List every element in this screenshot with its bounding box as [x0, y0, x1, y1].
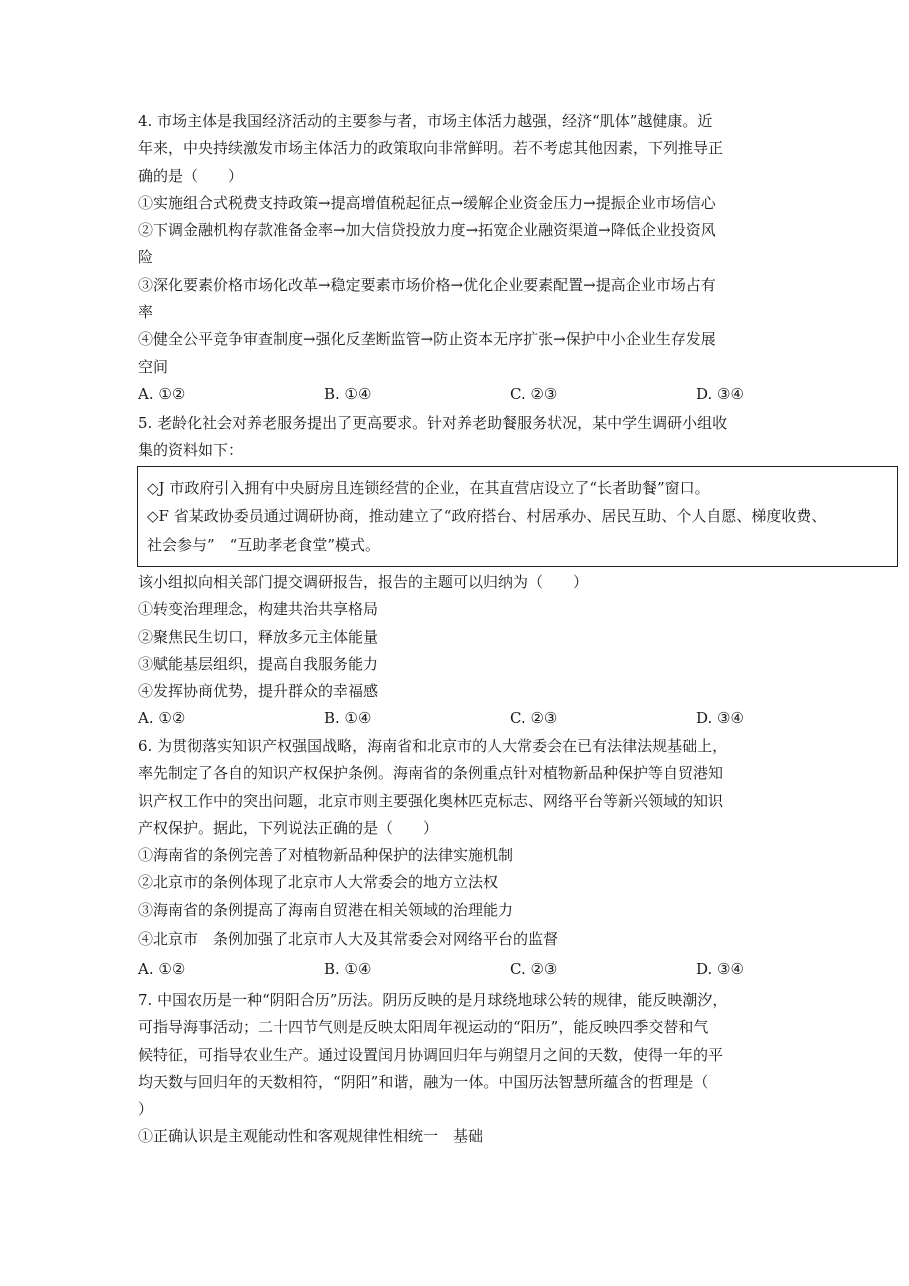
q5-item: ③赋能基层组织，提高自我服务能力 — [138, 654, 379, 673]
q7-stem-line: 7. 中国农历是一种“阴阳合历”历法。阴历反映的是月球绕地球公转的规律，能反映潮汐， — [138, 991, 728, 1009]
q4-stem-line: 4. 市场主体是我国经济活动的主要参与者，市场主体活力越强，经济“肌体”越健康。近 — [138, 112, 713, 130]
q6-item: ①海南省的条例完善了对植物新品种保护的法律实施机制 — [138, 846, 514, 865]
q6-item: ②北京市的条例体现了北京市人大常委会的地方立法权 — [138, 873, 499, 892]
q4-item: ③深化要素价格市场化改革→稳定要素市场价格→优化企业要素配置→提高企业市场占有 — [138, 275, 716, 294]
q4-options — [138, 381, 778, 408]
q5-option-b: B. ①④ — [324, 709, 372, 728]
q6-options — [138, 956, 778, 983]
q4-option-b: B. ①④ — [324, 384, 372, 403]
q5-stem-line: 5. 老龄化社会对养老服务提出了更高要求。针对养老助餐服务状况，某中学生调研小组收 — [138, 414, 728, 432]
q6-item: ③海南省的条例提高了海南自贸港在相关领域的治理能力 — [138, 900, 514, 919]
q4-option-d: D. ③④ — [696, 384, 744, 403]
q5-material-line: ◇J 市政府引入拥有中央厨房且连锁经营的企业，在其直营店设立了“长者助餐”窗口。 — [147, 479, 710, 497]
q5-material-line: 社会参与” “互助孝老食堂”模式。 — [147, 536, 381, 554]
q6-option-d: D. ③④ — [696, 960, 744, 979]
q6-option-b: B. ①④ — [324, 960, 372, 979]
q5-options — [138, 705, 778, 732]
q6-stem-line: 产权保护。据此，下列说法正确的是（ ） — [138, 818, 439, 837]
q4-item: ①实施组合式税费支持政策→提高增值税起征点→缓解企业资金压力→提振企业市场信心 — [138, 193, 716, 212]
q5-material-line: ◇F 省某政协委员通过调研协商，推动建立了“政府搭台、村居承办、居民互助、个人自愿、梯度收费、 — [147, 507, 827, 525]
q4-item: 险 — [138, 248, 154, 267]
q6-item: ④北京市 条例加强了北京市人大及其常委会对网络平台的监督 — [138, 930, 559, 949]
question-5 — [138, 410, 778, 465]
q5-material-box — [137, 466, 898, 567]
q5-item: ①转变治理理念，构建共治共享格局 — [138, 600, 379, 619]
q4-item: 率 — [138, 303, 154, 322]
q7-stem-line: 可指导海事活动；二十四节气则是反映太阳周年视运动的“阳历”，能反映四季交替和气 — [138, 1018, 709, 1037]
q6-option-a: A. ①② — [138, 960, 186, 979]
question-7 — [138, 987, 778, 1151]
q7-stem-line: 候特征，可指导农业生产。通过设置闰月协调回归年与朔望月之间的天数，使得一年的平 — [138, 1045, 724, 1064]
q5-stem-line: 集的资料如下： — [138, 441, 244, 460]
q4-stem-line: 确的是（ ） — [138, 166, 244, 185]
q5-option-d: D. ③④ — [696, 709, 744, 728]
q7-stem-line: ） — [138, 1100, 154, 1119]
q7-stem-line: 均天数与回归年的天数相符，“阴阳”和谐，融为一体。中国历法智慧所蕴含的哲理是（ — [138, 1072, 709, 1091]
q5-option-a: A. ①② — [138, 709, 186, 728]
q6-stem-line: 识产权工作中的突出问题，北京市则主要强化奥林匹克标志、网络平台等新兴领域的知识 — [138, 791, 724, 810]
q7-item: ①正确认识是主观能动性和客观规律性相统一 基础 — [138, 1127, 484, 1146]
q5-question: 该小组拟向相关部门提交调研报告，报告的主题可以归纳为（ ） — [138, 573, 589, 591]
q6-stem-line: 率先制定了各自的知识产权保护条例。海南省的条例重点针对植物新品种保护等自贸港知 — [138, 764, 724, 783]
question-4 — [138, 108, 778, 408]
q4-item: ④健全公平竞争审查制度→强化反垄断监管→防止资本无序扩张→保护中小企业生存发展 — [138, 330, 716, 349]
q5-item: ④发挥协商优势，提升群众的幸福感 — [138, 682, 379, 701]
q4-option-c: C. ②③ — [510, 384, 558, 403]
q4-item: ②下调金融机构存款准备金率→加大信贷投放力度→拓宽企业融资渠道→降低企业投资风 — [138, 221, 716, 240]
q4-stem-line: 年来，中央持续激发市场主体活力的政策取向非常鲜明。若不考虑其他因素，下列推导正 — [138, 139, 724, 158]
question-5-body — [138, 569, 778, 732]
q5-option-c: C. ②③ — [510, 709, 558, 728]
question-6 — [138, 733, 778, 983]
q6-stem-line: 6. 为贯彻落实知识产权强国战略，海南省和北京市的人大常委会在已有法律法规基础上， — [138, 737, 728, 755]
q6-option-c: C. ②③ — [510, 960, 558, 979]
q4-item: 空间 — [138, 357, 169, 376]
q4-option-a: A. ①② — [138, 384, 186, 403]
q5-item: ②聚焦民生切口，释放多元主体能量 — [138, 627, 379, 646]
